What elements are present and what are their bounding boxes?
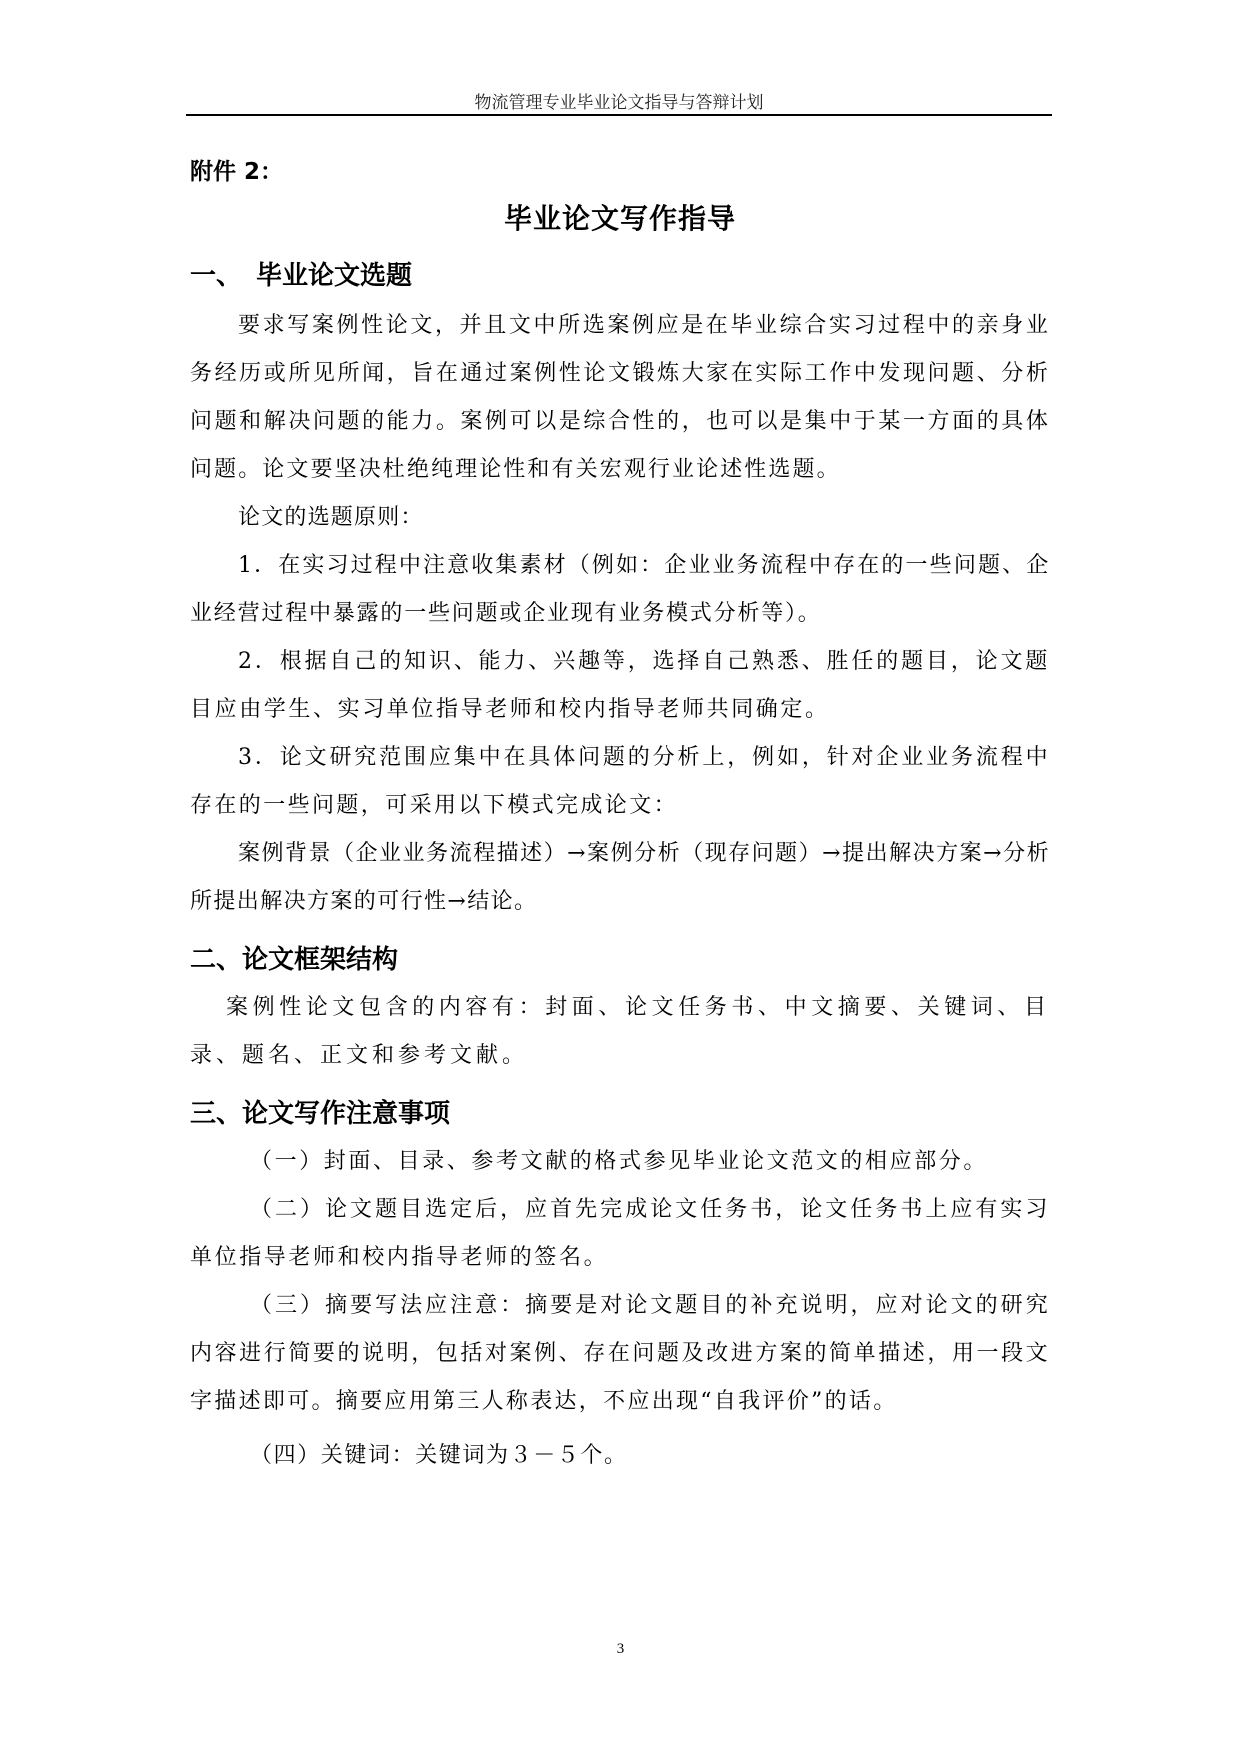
- paragraph: 要求写案例性论文，并且文中所选案例应是在毕业综合实习过程中的亲身业务经历或所见所闻，旨在通过案例性论文锻炼大家在实际工作中发现问题、分析问题和解决问题的能力。案例可以是综合性的，也可以是集中于某一方面的具体问题。论文要坚决杜绝纯理论性和有关宏观行业论述性选题。: [190, 313, 1050, 482]
- document-title: 毕业论文写作指导: [503, 202, 736, 235]
- header-rule: [186, 114, 1052, 116]
- page-body: [190, 148, 1050, 1480]
- paragraph: 案例性论文包含的内容有：封面、论文任务书、中文摘要、关键词、目录、题名、正文和参考文献。: [190, 995, 1050, 1068]
- paragraph: 案例背景（企业业务流程描述）→案例分析（现存问题）→提出解决方案→分析所提出解决方案的可行性→结论。: [190, 841, 1050, 914]
- running-header: 物流管理专业毕业论文指导与答辩计划: [474, 93, 764, 113]
- list-item: （四）关键词：关键词为３－５个。: [250, 1443, 628, 1468]
- section-title: 论文框架结构: [242, 945, 399, 975]
- section-title: 毕业论文选题: [256, 261, 413, 291]
- section-title: 论文写作注意事项: [242, 1099, 451, 1129]
- section-heading-topic-selection: [190, 252, 1050, 300]
- list-item: 1．在实习过程中注意收集素材（例如：企业业务流程中存在的一些问题、企业经营过程中暴露的一些问题或企业现有业务模式分析等）。: [190, 553, 1050, 626]
- list-item: （一）封面、目录、参考文献的格式参见毕业论文范文的相应部分。: [250, 1149, 989, 1174]
- list-item: 2．根据自己的知识、能力、兴趣等，选择自己熟悉、胜任的题目，论文题目应由学生、实习单位指导老师和校内指导老师共同确定。: [190, 649, 1050, 722]
- section-number: 二、: [190, 945, 243, 975]
- section-heading-framework: [190, 936, 1050, 984]
- section-number: 三、: [190, 1099, 243, 1129]
- list-item: 3．论文研究范围应集中在具体问题的分析上，例如，针对企业业务流程中存在的一些问题，可采用以下模式完成论文：: [190, 745, 1050, 818]
- paragraph: 论文的选题原则：: [238, 505, 424, 530]
- list-item: （三）摘要写法应注意：摘要是对论文题目的补充说明，应对论文的研究内容进行简要的说明，包括对案例、存在问题及改进方案的简单描述，用一段文字描述即可。摘要应用第三人称表达，不应出现“自我评价”的话。: [190, 1293, 1050, 1414]
- page-number: 3: [616, 1641, 625, 1657]
- section-number: 一、: [190, 261, 243, 291]
- list-item: （二）论文题目选定后，应首先完成论文任务书，论文任务书上应有实习单位指导老师和校内指导老师的签名。: [190, 1197, 1050, 1270]
- section-heading-writing-notes: [190, 1090, 1050, 1138]
- attachment-label: 附件 2：: [190, 159, 284, 185]
